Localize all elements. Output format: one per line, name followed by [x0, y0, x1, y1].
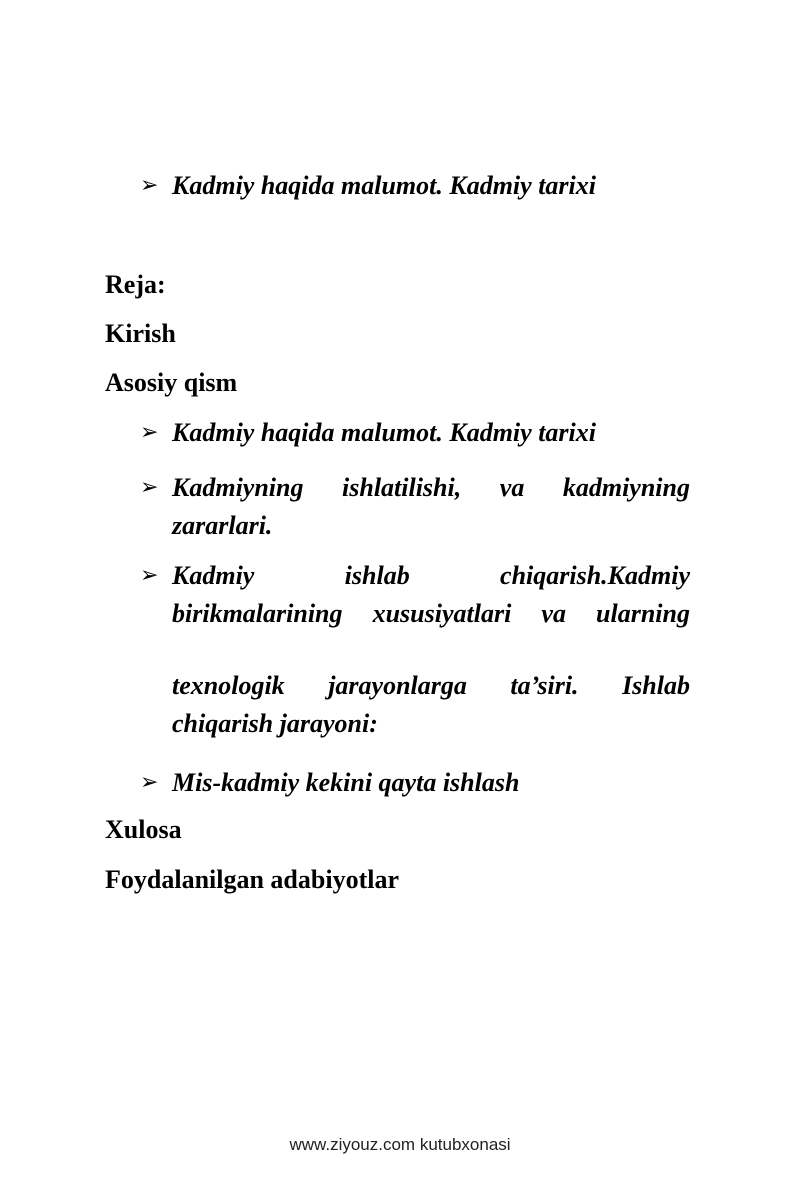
bullet-2-line-2: zararlari.: [172, 511, 273, 540]
arrowhead-bullet-icon: ➢: [140, 173, 159, 198]
bullet-3-line-3: texnologik jarayonlarga ta’siri. Ishlab: [172, 671, 690, 700]
arrowhead-bullet-icon: ➢: [140, 475, 159, 500]
bullet-item-2: [140, 469, 690, 545]
bullet-item-4: [140, 764, 690, 802]
bullet-4-line-1: Mis-kadmiy kekini qayta ishlash: [172, 768, 520, 797]
bullet-item-3: [140, 557, 690, 743]
bullet-item-1: [140, 414, 690, 452]
intro-bullet-item: [140, 167, 690, 205]
heading-reja: Reja:: [105, 270, 166, 299]
arrowhead-bullet-icon: ➢: [140, 563, 159, 588]
bullet-1-line-1: Kadmiy haqida malumot. Kadmiy tarixi: [172, 418, 596, 447]
bullet-3-line-2: birikmalarining xususiyatlari va ularning: [172, 599, 690, 628]
bullet-3-line-4: chiqarish jarayoni:: [172, 709, 378, 738]
bullet-3-line-1: Kadmiy ishlab chiqarish.Kadmiy: [172, 561, 690, 590]
heading-asosiy-qism: Asosiy qism: [105, 368, 238, 397]
arrowhead-bullet-icon: ➢: [140, 770, 159, 795]
heading-kirish: Kirish: [105, 319, 176, 348]
arrowhead-bullet-icon: ➢: [140, 420, 159, 445]
bullet-2-line-1: Kadmiyning ishlatilishi, va kadmiyning: [172, 473, 690, 502]
intro-bullet-text: Kadmiy haqida malumot. Kadmiy tarixi: [172, 171, 596, 200]
footer-site-credit: www.ziyouz.com kutubxonasi: [289, 1135, 511, 1154]
heading-adabiyotlar: Foydalanilgan adabiyotlar: [105, 865, 399, 894]
heading-xulosa: Xulosa: [105, 815, 182, 844]
